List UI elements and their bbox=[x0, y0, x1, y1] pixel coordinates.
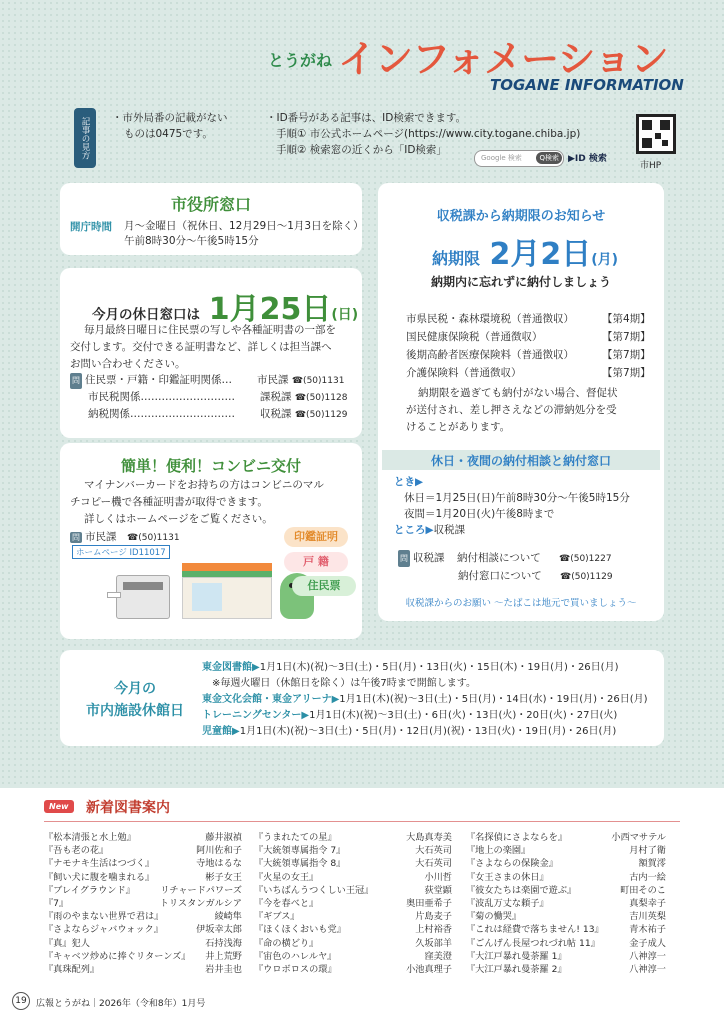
book-row bbox=[466, 871, 666, 884]
howto-note2-line1: ・ID番号がある記事は、ID検索できます。 bbox=[266, 112, 467, 124]
book-title: 『宙色のハレルヤ』 bbox=[254, 950, 337, 962]
konbini-body-line3: 詳しくはホームページをご覧ください。 bbox=[84, 513, 273, 525]
howto-note1 bbox=[112, 110, 228, 142]
book-row bbox=[44, 910, 242, 923]
konbini-dept: 市民課 bbox=[85, 531, 117, 543]
tax-contact-row bbox=[398, 550, 660, 568]
consult-title: 休日・夜間の納付相談と納付窓口 bbox=[430, 454, 611, 468]
book-author: 窪美澄 bbox=[424, 950, 452, 962]
book-author: 藤井淑禎 bbox=[205, 832, 242, 843]
facility-name: トレーニングセンター▶ bbox=[202, 710, 310, 721]
book-title: 『今を春べと』 bbox=[254, 897, 319, 909]
book-title: 『松本清張と水上勉』 bbox=[44, 832, 136, 843]
chip-juminhyo: 住民票 bbox=[292, 576, 356, 596]
book-title: 『菊の慟哭』 bbox=[466, 911, 522, 923]
book-author: 大石英司 bbox=[415, 845, 452, 857]
howto-note2-line3: 手順② 検索窓の近くから「ID検索」 bbox=[276, 144, 447, 156]
book-title: 『キャベツ炒めに捧ぐリターンズ』 bbox=[44, 950, 191, 962]
book-row bbox=[254, 950, 452, 963]
facility-name: 児童館▶ bbox=[202, 726, 240, 737]
book-author: 八神淳一 bbox=[629, 950, 666, 962]
book-row bbox=[466, 857, 666, 870]
book-row bbox=[466, 937, 666, 950]
book-author: 金子成人 bbox=[629, 937, 666, 949]
contact-dept: 課税課 bbox=[260, 391, 292, 403]
tax-item-name: 国民健康保険税（普通徴収） bbox=[406, 331, 543, 343]
book-author: 荻堂顕 bbox=[424, 884, 452, 896]
konbini-body-line1: マイナンバーカードをお持ちの方はコンビニのマル bbox=[84, 479, 324, 491]
closure-row bbox=[202, 708, 662, 724]
title-kana: とうがね bbox=[268, 51, 333, 70]
howto-note2-line2: 手順① 市公式ホームページ(https://www.city.togane.chiba.jp) bbox=[276, 128, 581, 140]
where-label: ところ▶ bbox=[394, 524, 434, 536]
tax-note-line1: 納期限を過ぎても納付がない場合、督促状 bbox=[418, 387, 618, 399]
tax-item-name: 市県民税・森林環境税（普通徴収） bbox=[406, 313, 574, 325]
tax-items bbox=[406, 310, 662, 382]
howto-note1-line1: ・市外局番の記載がない bbox=[112, 112, 228, 124]
qr-code-icon bbox=[636, 114, 676, 154]
konbini-body bbox=[70, 477, 360, 528]
closure-dates: ※毎週火曜日（休館日を除く）は午後7時まで開館します。 bbox=[212, 678, 476, 689]
closures-title-line1: 今月の bbox=[114, 681, 156, 697]
book-author: 寺地はるな bbox=[196, 858, 242, 870]
tax-note-line3: けることがあります。 bbox=[406, 421, 511, 433]
book-author: 井上荒野 bbox=[205, 950, 242, 962]
tax-contact-name: 納付相談について bbox=[457, 552, 541, 564]
hours-line2: 午前8時30分～午後5時15分 bbox=[124, 235, 259, 247]
tax-item bbox=[406, 328, 662, 346]
search-button[interactable]: Q検索 bbox=[536, 152, 562, 164]
konbini-title: 簡単！便利！コンビニ交付 bbox=[120, 457, 301, 475]
tax-note-line2: が送付され、差し押さえなどの滞納処分を受 bbox=[406, 404, 617, 416]
hours-label: 開庁時間 bbox=[70, 221, 112, 233]
howto-label: 記事の見方 bbox=[74, 108, 96, 168]
deadline-dow: (月) bbox=[591, 252, 619, 268]
book-title: 『雨のやまない世界で君は』 bbox=[44, 911, 164, 923]
city-office-card bbox=[60, 183, 362, 255]
konbini-tel: ☎(50)1131 bbox=[127, 533, 180, 543]
chip-koseki: 戸 籍 bbox=[284, 552, 348, 572]
holiday-body bbox=[70, 322, 360, 373]
book-title: 『ウロボロスの環』 bbox=[254, 963, 337, 975]
closure-dates: 1月1日(木)(祝)～3日(土)・5日(月)・13日(火)・15日(木)・19日(月)・26日(月) bbox=[259, 662, 619, 673]
store-illustration bbox=[182, 563, 272, 619]
book-title: 『これは経費で落ちません! 13』 bbox=[466, 924, 604, 936]
book-author: 石持浅海 bbox=[205, 937, 242, 949]
homepage-id[interactable]: ホームページ ID11017 bbox=[72, 545, 170, 559]
inquiry-tag: 問 bbox=[70, 373, 82, 389]
book-title: 『うまれたての星』 bbox=[254, 832, 337, 843]
book-row bbox=[254, 963, 452, 976]
closures-title-line2: 市内施設休館日 bbox=[86, 703, 184, 719]
book-title: 『大江戸暴れ曼荼羅 2』 bbox=[466, 963, 567, 975]
book-title: 『名探偵にさよならを』 bbox=[466, 832, 568, 843]
book-author: リチャードパワーズ bbox=[160, 884, 242, 896]
book-author: 真梨幸子 bbox=[629, 897, 666, 909]
copier-illustration bbox=[116, 575, 170, 619]
when-line1: 休日＝1月25日(日)午前8時30分～午後5時15分 bbox=[404, 492, 630, 504]
book-author: 伊坂幸太郎 bbox=[196, 924, 242, 936]
closure-row bbox=[202, 724, 662, 740]
when-label: とき▶ bbox=[394, 476, 424, 488]
closure-dates: 1月1日(木)(祝)～3日(土)・5日(月)・12日(月)(祝)・13日(火)・19日(月)・26日(月) bbox=[239, 726, 617, 737]
contact-tel: ☎(50)1128 bbox=[294, 393, 348, 403]
book-author: 彬子女王 bbox=[205, 871, 242, 883]
where-text: 収税課 bbox=[433, 524, 466, 536]
tax-item bbox=[406, 364, 662, 382]
tax-contacts bbox=[398, 550, 660, 586]
new-badge: New bbox=[44, 800, 74, 813]
page-number: 19 bbox=[12, 992, 30, 1010]
qr-caption: 市HP bbox=[640, 161, 662, 171]
tax-contact-tel: ☎(50)1227 bbox=[559, 554, 612, 564]
tax-item-term: 【第7期】 bbox=[602, 349, 651, 361]
books-column-1 bbox=[44, 831, 242, 976]
book-title: 『真珠配列』 bbox=[44, 963, 100, 975]
book-title: 『波乱万丈な頼子』 bbox=[466, 897, 549, 909]
book-author: 久坂部羊 bbox=[415, 937, 452, 949]
book-row bbox=[44, 831, 242, 844]
tax-footer: 収税課からのお願い ～たばこは地元で買いましょう～ bbox=[405, 598, 637, 609]
book-title: 『ほくほくおいも党』 bbox=[254, 924, 346, 936]
contact-dept: 収税課 bbox=[260, 408, 292, 420]
book-author: 大島真寿美 bbox=[406, 832, 452, 843]
book-title: 『いちばんうつくしい王冠』 bbox=[254, 884, 374, 896]
book-author: 奥田亜希子 bbox=[406, 897, 452, 909]
holiday-body-line1: 毎月最終日曜日に住民票の写しや各種証明書の一部を bbox=[84, 324, 336, 336]
closures-title bbox=[70, 678, 200, 722]
holiday-contact-row bbox=[70, 389, 360, 406]
book-title: 『火星の女王』 bbox=[254, 871, 319, 883]
tax-item bbox=[406, 346, 662, 364]
title-main: インフォメーション bbox=[338, 37, 668, 81]
book-row bbox=[44, 963, 242, 976]
books-title: 新着図書案内 bbox=[86, 800, 170, 816]
book-title: 『大統領専属指令 7』 bbox=[254, 845, 346, 857]
holiday-title-prefix: 今月の休日窓口は bbox=[92, 307, 200, 323]
book-author: 額賀澪 bbox=[638, 858, 666, 870]
closure-dates: 1月1日(木)(祝)～3日(土)・5日(月)・14日(水)・19日(月)・26日(月) bbox=[339, 694, 648, 705]
hours-line1: 月～金曜日（祝休日、12月29日～1月3日を除く） bbox=[124, 220, 364, 232]
chip-inkan: 印鑑証明 bbox=[284, 527, 348, 547]
tax-contact-tel: ☎(50)1129 bbox=[560, 572, 613, 582]
book-row bbox=[44, 871, 242, 884]
contact-name: 納税関係………………………… bbox=[88, 408, 235, 420]
closure-row bbox=[202, 660, 662, 676]
book-row bbox=[254, 871, 452, 884]
when-line2: 夜間＝1月20日(火)午後8時まで bbox=[404, 508, 555, 520]
books-column-3 bbox=[466, 831, 666, 976]
book-row bbox=[44, 897, 242, 910]
book-row bbox=[466, 844, 666, 857]
tax-item-term: 【第7期】 bbox=[602, 331, 651, 343]
title-en: TOGANE INFORMATION bbox=[490, 76, 684, 94]
book-row bbox=[466, 910, 666, 923]
book-row bbox=[44, 950, 242, 963]
book-author: 片島麦子 bbox=[415, 911, 452, 923]
book-row bbox=[254, 857, 452, 870]
book-title: 『真』犯人 bbox=[44, 937, 90, 949]
book-row bbox=[466, 923, 666, 936]
search-placeholder: Google 検索 bbox=[481, 154, 522, 162]
book-row bbox=[466, 963, 666, 976]
closures-list bbox=[202, 660, 662, 740]
tax-item-name: 後期高齢者医療保険料（普通徴収） bbox=[406, 349, 574, 361]
contact-tel: ☎(50)1131 bbox=[291, 376, 345, 386]
holiday-contacts bbox=[70, 372, 360, 423]
konbini-body-line2: チコピー機で各種証明書が取得できます。 bbox=[70, 496, 268, 508]
deadline-label: 納期限 bbox=[432, 249, 481, 268]
hours-text bbox=[124, 219, 364, 249]
book-row bbox=[466, 831, 666, 844]
book-row bbox=[466, 897, 666, 910]
book-row bbox=[254, 884, 452, 897]
book-title: 『さよならの保険金』 bbox=[466, 858, 558, 870]
book-author: 古内一絵 bbox=[629, 871, 666, 883]
facility-name: 東金文化会館・東金アリーナ▶ bbox=[202, 694, 340, 705]
book-author: 小池真理子 bbox=[406, 963, 452, 975]
book-author: 八神淳一 bbox=[629, 963, 666, 975]
book-title: 『ごんげん長屋つれづれ帖 11』 bbox=[466, 937, 600, 949]
book-title: 『命の横どり』 bbox=[254, 937, 319, 949]
book-author: トリスタンガルシア bbox=[159, 897, 242, 909]
book-title: 『大統領専属指令 8』 bbox=[254, 858, 346, 870]
tax-item bbox=[406, 310, 662, 328]
tax-contact-row bbox=[398, 568, 660, 586]
book-title: 『ナモナキ生活はつづく』 bbox=[44, 858, 155, 870]
book-author: 青木祐子 bbox=[629, 924, 666, 936]
closures-card bbox=[60, 650, 664, 746]
tax-subtitle: 納期内に忘れずに納付しましょう bbox=[430, 275, 611, 289]
book-author: 町田そのこ bbox=[620, 884, 666, 896]
book-author: 小西マサテル bbox=[611, 832, 666, 843]
footer-text: 広報とうがね｜2026年（令和8年）1月号 bbox=[36, 999, 206, 1009]
book-row bbox=[466, 884, 666, 897]
tax-item-term: 【第7期】 bbox=[602, 367, 651, 379]
holiday-contact-row bbox=[70, 406, 360, 423]
book-title: 『大江戸暴れ曼荼羅 1』 bbox=[466, 950, 567, 962]
contact-name: 市民税関係……………………… bbox=[88, 391, 235, 403]
book-author: 上村裕香 bbox=[415, 924, 452, 936]
book-title: 『地上の楽園』 bbox=[466, 845, 531, 857]
holiday-dow: (日) bbox=[331, 307, 359, 323]
holiday-window-card bbox=[60, 268, 362, 438]
closure-dates: 1月1日(木)(祝)～3日(土)・6日(火)・13日(火)・20日(火)・27日(火) bbox=[309, 710, 618, 721]
closure-row bbox=[202, 676, 662, 692]
books-column-2 bbox=[254, 831, 452, 976]
book-row bbox=[254, 910, 452, 923]
city-office-title: 市役所窓口 bbox=[170, 195, 251, 214]
book-row bbox=[44, 857, 242, 870]
book-author: 岩井圭也 bbox=[205, 963, 242, 975]
deadline bbox=[432, 229, 618, 273]
book-row bbox=[254, 937, 452, 950]
book-row bbox=[254, 831, 452, 844]
book-title: 『ブレイグラウンド』 bbox=[44, 884, 135, 896]
tax-contact-dept: 収税課 bbox=[413, 552, 445, 564]
inquiry-tag: 問 bbox=[72, 533, 80, 542]
tax-item-term: 【第4期】 bbox=[602, 313, 651, 325]
holiday-body-line3: お問い合わせください。 bbox=[70, 358, 186, 370]
contact-dept: 市民課 bbox=[257, 374, 289, 386]
book-author: 月村了衛 bbox=[629, 845, 666, 857]
konbini-contact bbox=[70, 529, 180, 544]
book-author: 綾崎隼 bbox=[214, 911, 242, 923]
books-divider bbox=[44, 821, 680, 822]
book-author: 吉川英梨 bbox=[629, 911, 666, 923]
book-row bbox=[44, 937, 242, 950]
facility-name: 東金図書館▶ bbox=[202, 662, 260, 673]
book-title: 『7』 bbox=[44, 897, 69, 909]
tax-item-name: 介護保険料（普通徴収） bbox=[406, 367, 522, 379]
book-author: 阿川佐和子 bbox=[196, 845, 242, 857]
book-title: 『さよならジャバウォック』 bbox=[44, 924, 163, 936]
holiday-date: 1月25日 bbox=[208, 292, 332, 327]
book-row bbox=[44, 884, 242, 897]
search-box[interactable] bbox=[474, 150, 564, 167]
id-search-link[interactable]: ▶ID 検索 bbox=[568, 154, 607, 164]
book-row bbox=[466, 950, 666, 963]
book-row bbox=[254, 923, 452, 936]
tax-note bbox=[406, 385, 660, 436]
deadline-date: 2月2日 bbox=[489, 237, 592, 272]
book-row bbox=[44, 923, 242, 936]
book-author: 大石英司 bbox=[415, 858, 452, 870]
book-title: 『ギブス』 bbox=[254, 911, 300, 923]
book-title: 『彼女たちは楽園で遊ぶ』 bbox=[466, 884, 577, 896]
consult-details bbox=[394, 474, 660, 538]
book-row bbox=[44, 844, 242, 857]
book-author: 小川哲 bbox=[424, 871, 452, 883]
holiday-body-line2: 交付します。交付できる証明書など、詳しくは担当課へ bbox=[70, 341, 332, 353]
inquiry-tag: 問 bbox=[398, 550, 410, 567]
contact-tel: ☎(50)1129 bbox=[294, 410, 348, 420]
holiday-contact-row bbox=[70, 372, 360, 389]
book-title: 『吾も老の花』 bbox=[44, 845, 109, 857]
howto-note1-line2: ものは0475です。 bbox=[124, 128, 213, 140]
tax-title: 収税課から納期限のお知らせ bbox=[436, 209, 606, 224]
tax-contact-name: 納付窓口について bbox=[458, 570, 542, 582]
book-row bbox=[254, 844, 452, 857]
closure-row bbox=[202, 692, 662, 708]
contact-name: 住民票・戸籍・印鑑証明関係… bbox=[85, 374, 232, 386]
book-title: 『女王さまの休日』 bbox=[466, 871, 549, 883]
book-row bbox=[254, 897, 452, 910]
book-title: 『飼い犬に腹を噛まれる』 bbox=[44, 871, 155, 883]
